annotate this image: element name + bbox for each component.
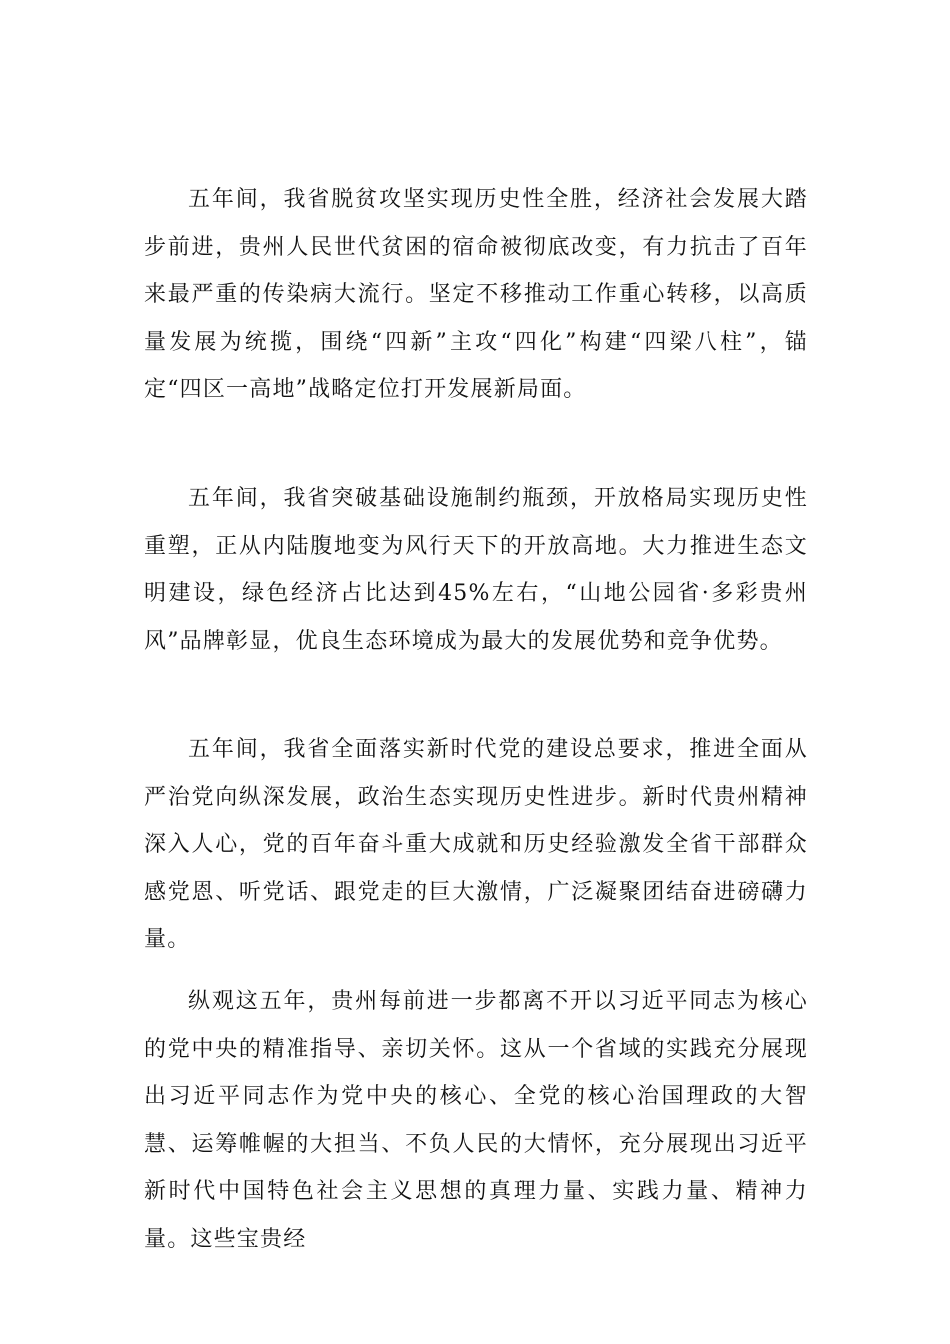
paragraph-infrastructure-ecology: 五年间，我省突破基础设施制约瓶颈，开放格局实现历史性重塑，正从内陆腹地变为风行天下的开放高地。大力推进生态文明建设，绿色经济占比达到45%左右，“山地公园省·多彩贵州风”品牌彰显，优良生态环境成为最大的发展优势和竞争优势。 [144, 486, 808, 654]
paragraph-five-year-review: 纵观这五年，贵州每前进一步都离不开以习近平同志为核心的党中央的精准指导、亲切关怀。这从一个省域的实践充分展现出习近平同志作为党中央的核心、全党的核心治国理政的大智慧、运筹帷幄的大担当、不负人民的大情怀，充分展现出习近平新时代中国特色社会主义思想的真理力量、实践力量、精神力量。这些宝贵经 [144, 989, 808, 1252]
paragraph-party-building: 五年间，我省全面落实新时代党的建设总要求，推进全面从严治党向纵深发展，政治生态实现历史性进步。新时代贵州精神深入人心，党的百年奋斗重大成就和历史经验激发全省干部群众感党恩、听党话、跟党走的巨大激情，广泛凝聚团结奋进磅礴力量。 [144, 737, 808, 953]
paragraph-poverty-alleviation: 五年间，我省脱贫攻坚实现历史性全胜，经济社会发展大踏步前进，贵州人民世代贫困的宿命被彻底改变，有力抗击了百年来最严重的传染病大流行。坚定不移推动工作重心转移，以高质量发展为统揽，围绕“四新”主攻“四化”构建“四梁八柱”，锚定“四区一高地”战略定位打开发展新局面。 [144, 187, 808, 403]
